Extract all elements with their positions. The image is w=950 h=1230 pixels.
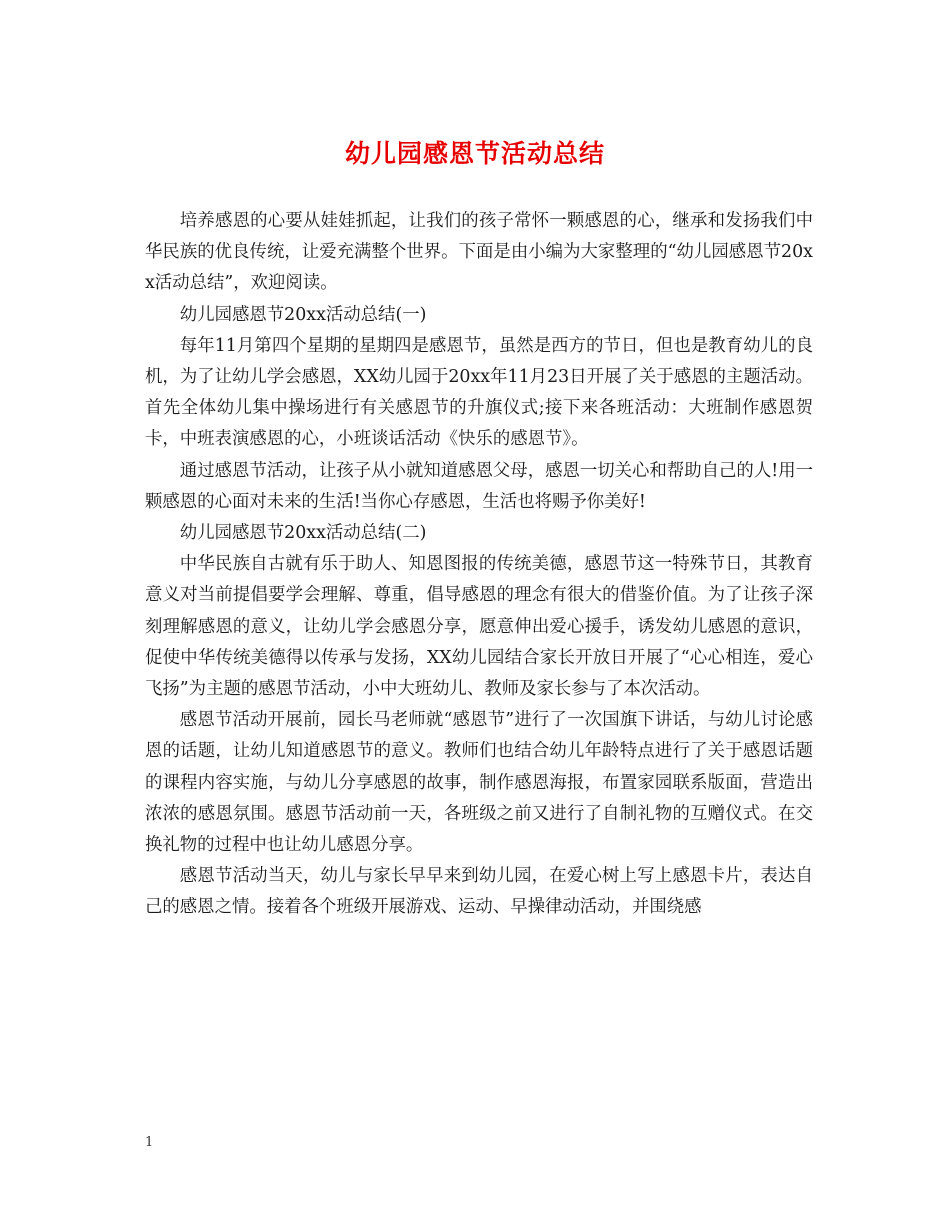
body-paragraph: 每年11月第四个星期的星期四是感恩节，虽然是西方的节日，但也是教育幼儿的良机，为了让幼儿学会感恩，XX幼儿园于20xx年11月23日开展了关于感恩的主题活动。首先全体幼儿集中操场进行有关感恩节的升旗仪式;接下来各班活动：大班制作感恩贺卡，中班表演感恩的心，小班谈话活动《快乐的感恩节》。 bbox=[145, 335, 813, 450]
body-paragraph: 通过感恩节活动，让孩子从小就知道感恩父母，感恩一切关心和帮助自己的人!用一颗感恩的心面对未来的生活!当你心存感恩，生活也将赐予你美好! bbox=[145, 460, 813, 512]
body-paragraph: 感恩节活动当天，幼儿与家长早早来到幼儿园，在爱心树上写上感恩卡片，表达自己的感恩之情。接着各个班级开展游戏、运动、早操律动活动，并围绕感 bbox=[145, 866, 813, 918]
section-heading-2: 幼儿园感恩节20xx活动总结(二) bbox=[179, 523, 427, 544]
body-paragraph: 感恩节活动开展前，园长马老师就“感恩节”进行了一次国旗下讲话，与幼儿讨论感恩的话题，让幼儿知道感恩节的意义。教师们也结合幼儿年龄特点进行了关于感恩话题的课程内容实施，与幼儿分享感恩的故事，制作感恩海报，布置家园联系版面，营造出浓浓的感恩氛围。感恩节活动前一天，各班级之前又进行了自制礼物的互赠仪式。在交换礼物的过程中也让幼儿感恩分享。 bbox=[145, 710, 813, 856]
body-paragraph: 中华民族自古就有乐于助人、知恩图报的传统美德，感恩节这一特殊节日，其教育意义对当前提倡要学会理解、尊重，倡导感恩的理念有很大的借鉴价值。为了让孩子深刻理解感恩的意义，让幼儿学会感恩分享，愿意伸出爱心援手，诱发幼儿感恩的意识，促使中华传统美德得以传承与发扬，XX幼儿园结合家长开放日开展了“心心相连，爱心飞扬”为主题的感恩节活动，小中大班幼儿、教师及家长参与了本次活动。 bbox=[145, 554, 813, 700]
section-heading-1: 幼儿园感恩节20xx活动总结(一) bbox=[179, 304, 427, 325]
document-title: 幼儿园感恩节活动总结 bbox=[344, 139, 605, 168]
intro-paragraph: 培养感恩的心要从娃娃抓起，让我们的孩子常怀一颗感恩的心，继承和发扬我们中华民族的优良传统，让爱充满整个世界。下面是由小编为大家整理的“幼儿园感恩节20xx活动总结”，欢迎阅读。 bbox=[145, 211, 813, 294]
page-number: 1 bbox=[145, 1135, 154, 1150]
document-body bbox=[145, 206, 813, 924]
